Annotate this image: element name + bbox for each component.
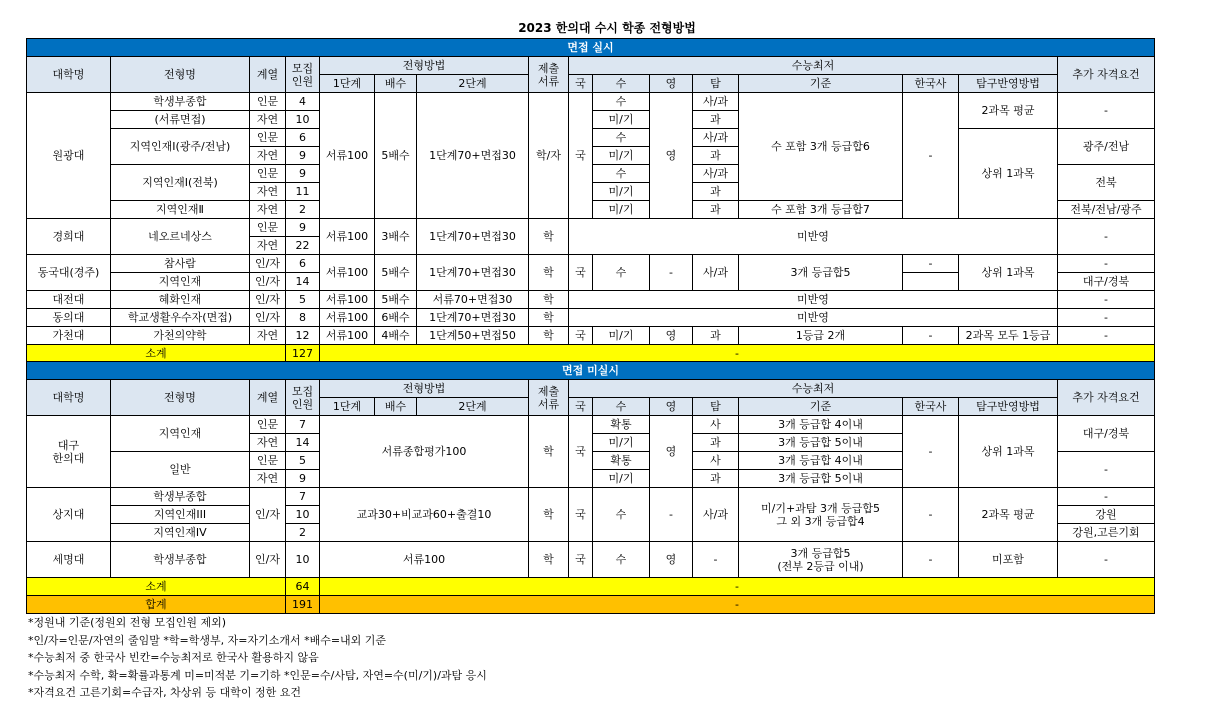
- footnote: *수능최저 수학, 확=확률과통계 미=미적분 기=기하 *인문=수/사탐, 자연=수(미/기)/과탐 응시: [28, 668, 487, 682]
- subtotal-label: 소계: [27, 578, 286, 596]
- submit-cell: 학: [529, 291, 569, 309]
- history-cell: [903, 273, 959, 291]
- track-cell: 학교생활우수자(면접): [111, 309, 250, 327]
- submit-cell: 학: [529, 416, 569, 488]
- stage2-cell: 1단계70+면접30: [417, 309, 529, 327]
- math-cell: 수: [593, 542, 650, 578]
- math-cell: 수: [593, 129, 650, 147]
- math-cell: 수: [593, 488, 650, 542]
- footnote: *정원내 기준(정원외 전형 모집인원 제외): [28, 616, 227, 629]
- extra-cell: 대구/경북: [1058, 273, 1155, 291]
- criteria-cell: 1등급 2개: [739, 327, 903, 345]
- quota-cell: 4: [286, 93, 320, 111]
- stage1-cell: 서류100: [320, 93, 375, 219]
- submit-cell: 학: [529, 255, 569, 291]
- stage2-cell: 1단계70+면접30: [417, 255, 529, 291]
- extra-cell: -: [1058, 452, 1155, 488]
- header-csat: 수능최저: [569, 380, 1058, 398]
- header-submit: 제출 서류: [529, 57, 569, 93]
- inq-method-cell: 상위 1과목: [959, 129, 1058, 219]
- univ-cell: 세명대: [27, 542, 111, 578]
- univ-cell: 가천대: [27, 327, 111, 345]
- eng-cell: 영: [650, 93, 693, 219]
- field-cell: 인/자: [250, 309, 286, 327]
- univ-cell: 대구 한의대: [27, 416, 111, 488]
- extra-cell: 전북/전남/광주: [1058, 201, 1155, 219]
- footnote: *수능최저 중 한국사 빈칸=수능최저로 한국사 활용하지 않음: [28, 651, 319, 664]
- extra-cell: 전북: [1058, 165, 1155, 201]
- quota-cell: 6: [286, 129, 320, 147]
- field-cell: 자연: [250, 201, 286, 219]
- inq-cell: 사/과: [693, 255, 739, 291]
- extra-cell: -: [1058, 291, 1155, 309]
- multiple-cell: 3배수: [375, 219, 417, 255]
- header-eng: 영: [650, 398, 693, 416]
- track-cell: 학생부종합: [111, 93, 250, 111]
- math-cell: 수: [593, 165, 650, 183]
- math-cell: 확통: [593, 452, 650, 470]
- quota-cell: 5: [286, 452, 320, 470]
- extra-cell: 강원: [1058, 506, 1155, 524]
- multiple-cell: 6배수: [375, 309, 417, 327]
- criteria-cell: 미/기+과탐 3개 등급합5 그 외 3개 등급합4: [739, 488, 903, 542]
- inq-cell: 사/과: [693, 129, 739, 147]
- header-multiple: 배수: [375, 398, 417, 416]
- header-eng: 영: [650, 75, 693, 93]
- extra-cell: -: [1058, 327, 1155, 345]
- quota-cell: 10: [286, 111, 320, 129]
- stage2-cell: 1단계70+면접30: [417, 93, 529, 219]
- eng-cell: 영: [650, 327, 693, 345]
- multiple-cell: 5배수: [375, 93, 417, 219]
- header-stage1: 1단계: [320, 75, 375, 93]
- history-cell: -: [903, 542, 959, 578]
- stage1-cell: 서류100: [320, 291, 375, 309]
- math-cell: 미/기: [593, 147, 650, 165]
- header-csat: 수능최저: [569, 57, 1058, 75]
- inq-method-cell: 2과목 평균: [959, 488, 1058, 542]
- track-cell: 지역인재III: [111, 506, 250, 524]
- math-cell: 확통: [593, 416, 650, 434]
- track-cell: 참사람: [111, 255, 250, 273]
- submit-cell: 학: [529, 309, 569, 327]
- header-criteria: 기준: [739, 75, 903, 93]
- subtotal-label: 소계: [27, 345, 286, 363]
- header-track: 전형명: [111, 380, 250, 416]
- track-cell: (서류면접): [111, 111, 250, 129]
- quota-cell: 7: [286, 416, 320, 434]
- track-cell: 학생부종합: [111, 488, 250, 506]
- quota-cell: 5: [286, 291, 320, 309]
- csat-cell: 미반영: [569, 309, 1058, 327]
- submit-cell: 학/자: [529, 93, 569, 219]
- quota-cell: 14: [286, 273, 320, 291]
- stage1-cell: 서류100: [320, 327, 375, 345]
- header-inq: 탐: [693, 398, 739, 416]
- quota-cell: 2: [286, 524, 320, 542]
- inq-cell: 과: [693, 434, 739, 452]
- method-cell: 교과30+비교과60+출결10: [320, 488, 529, 542]
- subtotal-quota: 64: [286, 578, 320, 596]
- inq-cell: 과: [693, 470, 739, 488]
- kor-cell: 국: [569, 488, 593, 542]
- math-cell: 미/기: [593, 201, 650, 219]
- quota-cell: 10: [286, 542, 320, 578]
- criteria-cell: 3개 등급합 4이내: [739, 416, 903, 434]
- extra-cell: 대구/경북: [1058, 416, 1155, 452]
- field-cell: 인문: [250, 129, 286, 147]
- header-multiple: 배수: [375, 75, 417, 93]
- kor-cell: 국: [569, 327, 593, 345]
- history-cell: -: [903, 255, 959, 273]
- eng-cell: -: [650, 255, 693, 291]
- header-stage1: 1단계: [320, 398, 375, 416]
- univ-cell: 동의대: [27, 309, 111, 327]
- footnotes: [28, 614, 487, 702]
- inq-cell: 과: [693, 147, 739, 165]
- inq-method-cell: 2과목 모두 1등급: [959, 327, 1058, 345]
- extra-cell: -: [1058, 542, 1155, 578]
- quota-cell: 8: [286, 309, 320, 327]
- field-cell: 자연: [250, 237, 286, 255]
- field-cell: 인/자: [250, 542, 286, 578]
- eng-cell: 영: [650, 416, 693, 488]
- total-rest: -: [320, 596, 1155, 614]
- header-inq-method: 탐구반영방법: [959, 75, 1058, 93]
- footnote: *자격요건 고른기회=수급자, 차상위 등 대학이 정한 요건: [28, 686, 301, 699]
- no-interview-table: [26, 361, 1155, 614]
- csat-cell: 미반영: [569, 291, 1058, 309]
- criteria-cell: 3개 등급합 5이내: [739, 470, 903, 488]
- extra-cell: -: [1058, 309, 1155, 327]
- track-cell: 지역인재Ⅰ(전북): [111, 165, 250, 201]
- section-header-no-interview: 면접 미실시: [27, 362, 1155, 380]
- header-kor: 국: [569, 75, 593, 93]
- criteria-cell: 3개 등급합 5이내: [739, 434, 903, 452]
- field-cell: 자연: [250, 183, 286, 201]
- multiple-cell: 4배수: [375, 327, 417, 345]
- header-inq: 탐: [693, 75, 739, 93]
- math-cell: 미/기: [593, 327, 650, 345]
- header-extra: 추가 자격요건: [1058, 57, 1155, 93]
- field-cell: 자연: [250, 147, 286, 165]
- interview-table: [26, 38, 1155, 363]
- quota-cell: 6: [286, 255, 320, 273]
- univ-cell: 상지대: [27, 488, 111, 542]
- section-header-interview: 면접 실시: [27, 39, 1155, 57]
- kor-cell: 국: [569, 255, 593, 291]
- track-cell: 지역인재Ⅱ: [111, 201, 250, 219]
- field-cell: 인문: [250, 93, 286, 111]
- method-cell: 서류100: [320, 542, 529, 578]
- quota-cell: 2: [286, 201, 320, 219]
- math-cell: 미/기: [593, 111, 650, 129]
- multiple-cell: 5배수: [375, 291, 417, 309]
- page-title: 2023 한의대 수시 학종 전형방법: [518, 21, 696, 35]
- track-cell: 일반: [111, 452, 250, 488]
- field-cell: 인문: [250, 219, 286, 237]
- csat-cell: 미반영: [569, 219, 1058, 255]
- submit-cell: 학: [529, 327, 569, 345]
- history-cell: -: [903, 416, 959, 488]
- math-cell: 수: [593, 255, 650, 291]
- header-field: 계열: [250, 57, 286, 93]
- kor-cell: 국: [569, 93, 593, 219]
- inq-cell: 과: [693, 201, 739, 219]
- submit-cell: 학: [529, 542, 569, 578]
- field-cell: 인/자: [250, 488, 286, 542]
- track-cell: 지역인재: [111, 416, 250, 452]
- total-quota: 191: [286, 596, 320, 614]
- history-cell: -: [903, 93, 959, 219]
- math-cell: 수: [593, 93, 650, 111]
- quota-cell: 11: [286, 183, 320, 201]
- criteria-cell: 3개 등급합5 (전부 2등급 이내): [739, 542, 903, 578]
- track-cell: 혜화인재: [111, 291, 250, 309]
- header-track: 전형명: [111, 57, 250, 93]
- method-cell: 서류종합평가100: [320, 416, 529, 488]
- header-method: 전형방법: [320, 57, 529, 75]
- subtotal-quota: 127: [286, 345, 320, 363]
- header-stage2: 2단계: [417, 398, 529, 416]
- quota-cell: 12: [286, 327, 320, 345]
- extra-cell: -: [1058, 255, 1155, 273]
- subtotal-rest: -: [320, 578, 1155, 596]
- field-cell: 자연: [250, 111, 286, 129]
- inq-cell: 사/과: [693, 488, 739, 542]
- inq-method-cell: 2과목 평균: [959, 93, 1058, 129]
- submit-cell: 학: [529, 219, 569, 255]
- field-cell: 자연: [250, 327, 286, 345]
- extra-cell: -: [1058, 219, 1155, 255]
- field-cell: 자연: [250, 470, 286, 488]
- history-cell: -: [903, 488, 959, 542]
- track-cell: 지역인재IV: [111, 524, 250, 542]
- history-cell: -: [903, 327, 959, 345]
- field-cell: 인/자: [250, 291, 286, 309]
- track-cell: 학생부종합: [111, 542, 250, 578]
- kor-cell: 국: [569, 416, 593, 488]
- quota-cell: 9: [286, 219, 320, 237]
- header-inq-method: 탐구반영방법: [959, 398, 1058, 416]
- field-cell: 자연: [250, 434, 286, 452]
- univ-cell: 경희대: [27, 219, 111, 255]
- inq-cell: 과: [693, 111, 739, 129]
- extra-cell: -: [1058, 488, 1155, 506]
- header-math: 수: [593, 398, 650, 416]
- stage1-cell: 서류100: [320, 255, 375, 291]
- header-stage2: 2단계: [417, 75, 529, 93]
- header-quota: 모집 인원: [286, 57, 320, 93]
- univ-cell: 원광대: [27, 93, 111, 219]
- field-cell: 인문: [250, 165, 286, 183]
- header-univ: 대학명: [27, 57, 111, 93]
- criteria-cell: 3개 등급합 4이내: [739, 452, 903, 470]
- inq-cell: 사: [693, 416, 739, 434]
- quota-cell: 9: [286, 470, 320, 488]
- quota-cell: 10: [286, 506, 320, 524]
- header-field: 계열: [250, 380, 286, 416]
- criteria-cell: 3개 등급합5: [739, 255, 903, 291]
- math-cell: 미/기: [593, 470, 650, 488]
- track-cell: 가천의약학: [111, 327, 250, 345]
- criteria-cell: 수 포함 3개 등급합7: [739, 201, 903, 219]
- quota-cell: 14: [286, 434, 320, 452]
- field-cell: 인/자: [250, 273, 286, 291]
- header-kor: 국: [569, 398, 593, 416]
- quota-cell: 9: [286, 165, 320, 183]
- header-history: 한국사: [903, 398, 959, 416]
- quota-cell: 22: [286, 237, 320, 255]
- field-cell: 인문: [250, 452, 286, 470]
- header-history: 한국사: [903, 75, 959, 93]
- submit-cell: 학: [529, 488, 569, 542]
- quota-cell: 7: [286, 488, 320, 506]
- stage2-cell: 서류70+면접30: [417, 291, 529, 309]
- footnote: *인/자=인문/자연의 줄임말 *학=학생부, 자=자기소개서 *배수=내외 기준: [28, 633, 387, 647]
- header-submit: 제출 서류: [529, 380, 569, 416]
- stage1-cell: 서류100: [320, 309, 375, 327]
- criteria-cell: 수 포함 3개 등급합6: [739, 93, 903, 201]
- extra-cell: -: [1058, 93, 1155, 129]
- univ-cell: 동국대(경주): [27, 255, 111, 291]
- stage2-cell: 1단계50+면접50: [417, 327, 529, 345]
- univ-cell: 대전대: [27, 291, 111, 309]
- stage2-cell: 1단계70+면접30: [417, 219, 529, 255]
- inq-cell: 사/과: [693, 165, 739, 183]
- eng-cell: 영: [650, 542, 693, 578]
- header-criteria: 기준: [739, 398, 903, 416]
- multiple-cell: 5배수: [375, 255, 417, 291]
- track-cell: 지역인재: [111, 273, 250, 291]
- header-quota: 모집 인원: [286, 380, 320, 416]
- field-cell: 인문: [250, 416, 286, 434]
- track-cell: 지역인재Ⅰ(광주/전남): [111, 129, 250, 165]
- inq-cell: 과: [693, 183, 739, 201]
- math-cell: 미/기: [593, 183, 650, 201]
- inq-cell: -: [693, 542, 739, 578]
- quota-cell: 9: [286, 147, 320, 165]
- header-univ: 대학명: [27, 380, 111, 416]
- eng-cell: -: [650, 488, 693, 542]
- header-extra: 추가 자격요건: [1058, 380, 1155, 416]
- extra-cell: 강원,고른기회: [1058, 524, 1155, 542]
- header-math: 수: [593, 75, 650, 93]
- inq-method-cell: 상위 1과목: [959, 416, 1058, 488]
- inq-cell: 사/과: [693, 93, 739, 111]
- inq-cell: 사: [693, 452, 739, 470]
- extra-cell: 광주/전남: [1058, 129, 1155, 165]
- subtotal-rest: -: [320, 345, 1155, 363]
- inq-method-cell: 미포함: [959, 542, 1058, 578]
- stage1-cell: 서류100: [320, 219, 375, 255]
- header-method: 전형방법: [320, 380, 529, 398]
- kor-cell: 국: [569, 542, 593, 578]
- math-cell: 미/기: [593, 434, 650, 452]
- inq-cell: 과: [693, 327, 739, 345]
- inq-method-cell: 상위 1과목: [959, 255, 1058, 291]
- track-cell: 네오르네상스: [111, 219, 250, 255]
- field-cell: 인/자: [250, 255, 286, 273]
- total-label: 합계: [27, 596, 286, 614]
